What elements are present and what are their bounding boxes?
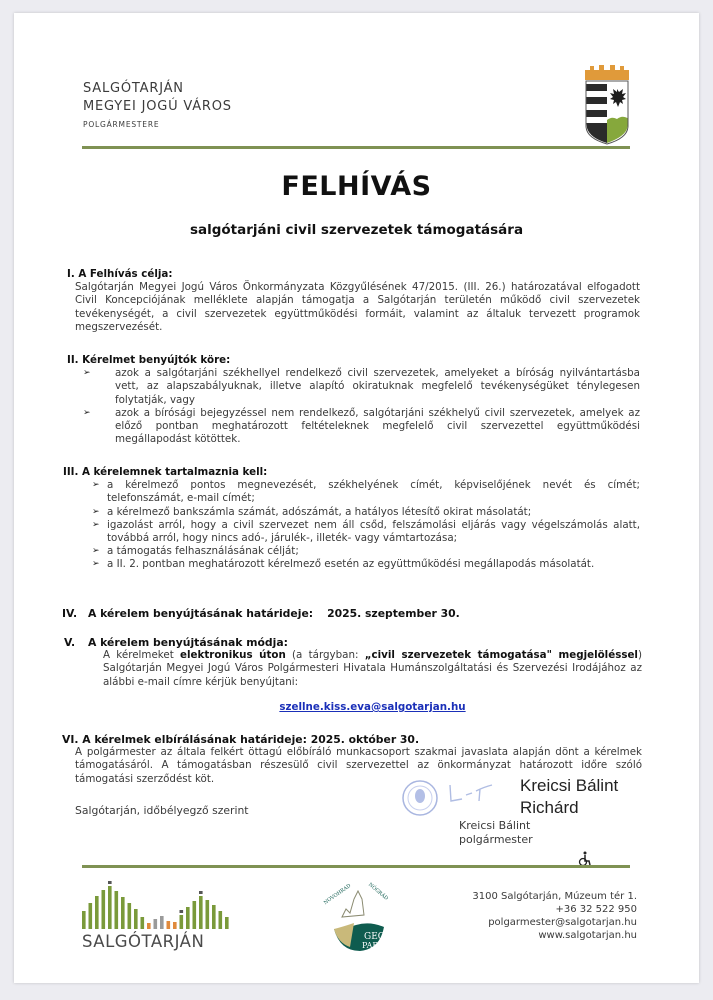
- org-subtitle: POLGÁRMESTERE: [83, 120, 160, 129]
- section-numeral: V.: [64, 636, 76, 649]
- geopark-logo: [320, 881, 392, 953]
- signatory-name: Kreicsi Bálint: [459, 819, 531, 832]
- logo-bar: [82, 911, 86, 929]
- arrow-bullet-icon: ➢: [92, 506, 100, 517]
- salgotarjan-logo: [80, 881, 240, 951]
- logo-bar: [147, 923, 151, 929]
- deadline-date: 2025. szeptember 30.: [327, 607, 460, 620]
- logo-bar: [206, 900, 210, 929]
- logo-bar: [89, 903, 93, 929]
- document-title: FELHÍVÁS: [281, 171, 432, 202]
- section-heading: II. Kérelmet benyújtók köre:: [67, 354, 231, 366]
- logo-bar: [212, 905, 216, 929]
- section-heading: A kérelem benyújtásának módja:: [88, 636, 288, 649]
- logo-bar: [180, 915, 184, 929]
- logo-bar: [193, 901, 197, 929]
- list-item: ➢ a támogatás felhasználásának célját;: [92, 545, 299, 558]
- logo-bar-dot: [180, 910, 184, 913]
- section-heading: A kérelem benyújtásának határideje:: [88, 607, 314, 620]
- section-heading: VI. A kérelmek elbírálásának határideje: 2025. október 30.: [62, 733, 420, 746]
- section-heading: I. A Felhívás célja:: [67, 268, 173, 280]
- geopark-text-novohrad: NOVOHRAD: [322, 882, 353, 907]
- arrow-bullet-icon: ➢: [92, 546, 100, 557]
- logo-bar: [108, 886, 112, 929]
- contact-phone: +36 32 522 950: [555, 904, 637, 915]
- place-and-date: Salgótarján, időbélyegző szerint: [75, 804, 249, 817]
- list-item: ➢ igazolást arról, hogy a civil szervezet nem áll csőd, felszámolási eljárás vagy végelszámolás alatt, továbbá arról, hogy nincs adó-, járulék-, illeték- vagy vámtartozása;: [92, 518, 640, 545]
- contact-address: 3100 Salgótarján, Múzeum tér 1.: [472, 891, 637, 902]
- geopark-text-nograd: NÓGRÁD: [366, 881, 390, 902]
- logo-bar: [154, 919, 158, 929]
- signatory: [459, 819, 533, 847]
- signatory-role: polgármester: [459, 833, 533, 846]
- contact-email[interactable]: polgarmester@salgotarjan.hu: [488, 917, 637, 928]
- arrow-bullet-icon: ➢: [92, 480, 100, 491]
- list-item: ➢ azok a salgótarjáni székhellyel rendelkező civil szervezetek, amelyeket a bíróság nyilvántartásba vett, az alapszabályuknak, illetve alapító okiratuknak megfelelő tevékenységüket ténylegesen folytatják, vagy: [83, 367, 640, 406]
- arrow-bullet-icon: ➢: [92, 559, 100, 570]
- footer-divider: [82, 865, 630, 868]
- logo-bar: [102, 890, 106, 929]
- section-purpose: [67, 268, 640, 334]
- arrow-bullet-icon: ➢: [92, 519, 100, 530]
- document-page: [14, 13, 699, 983]
- contact-website[interactable]: www.salgotarjan.hu: [538, 930, 637, 941]
- org-name-line1: SALGÓTARJÁN: [83, 81, 184, 96]
- logo-bar: [199, 896, 203, 929]
- org-name-line2: MEGYEI JOGÚ VÁROS: [83, 99, 232, 114]
- logo-bar: [115, 891, 119, 929]
- coat-of-arms-icon: [582, 64, 632, 146]
- section-heading: III. A kérelemnek tartalmaznia kell:: [63, 466, 268, 478]
- list-item: ➢ azok a bírósági bejegyzéssel nem rendelkező, salgótarjáni székhelyű civil szervezetek, amelyek az előző pontban meghatározott feltételeknek megfelelő civil szervezettel együttműködési megállapodást kötöttek.: [83, 406, 640, 446]
- official-stamp-icon: [400, 777, 440, 819]
- section-eligible-applicants: [67, 354, 640, 446]
- handwritten-signature-icon: [446, 781, 496, 805]
- list-item: ➢ a kérelmező pontos megnevezését, székhelyének címét, képviselőjének nevét és címét; telefonszámát, e-mail címét;: [92, 479, 640, 505]
- logo-bar: [225, 917, 229, 929]
- section-numeral: IV.: [62, 607, 78, 620]
- document-subtitle: salgótarjáni civil szervezetek támogatására: [189, 222, 524, 238]
- section-body: Salgótarján Megyei Jogú Város Önkormányzata Közgyűlésének 47/2015. (III. 26.) határozatával elfogadott Civil Koncepciójának melléklete alapján támogatja a Salgótarján területén működő civil szervezetek tevékenységét, a civil szervezetek együttműködési formáit, valamint az általuk tervezett programok megszervezését.: [75, 281, 640, 333]
- contact-block: [472, 890, 637, 942]
- list-item: ➢ a kérelmező bankszámla számát, adószámát, a hatályos létesítő okirat másolatát;: [92, 505, 532, 518]
- geopark-text-park: PARK: [362, 941, 385, 950]
- logo-bar: [128, 903, 132, 929]
- arrow-bullet-icon: ➢: [83, 368, 91, 379]
- logo-bar: [95, 896, 99, 929]
- logo-bar: [121, 897, 125, 929]
- geopark-text-geo: GEO: [364, 932, 386, 942]
- logo-bar: [167, 921, 171, 929]
- logo-bar: [219, 911, 223, 929]
- section-submission-method: [64, 636, 642, 714]
- logo-bar: [141, 917, 145, 929]
- logo-bar-dot: [108, 881, 112, 884]
- logo-bar: [186, 907, 190, 929]
- section-required-contents: [63, 466, 640, 572]
- logo-text: SALGÓTARJÁN: [82, 932, 205, 951]
- submission-email-link[interactable]: szellne.kiss.eva@salgotarjan.hu: [279, 700, 466, 713]
- logo-bar: [134, 909, 138, 929]
- logo-bar: [160, 916, 164, 929]
- digital-signature-name: Kreicsi Bálint Richárd: [520, 776, 619, 817]
- arrow-bullet-icon: ➢: [83, 407, 91, 418]
- logo-bar: [173, 922, 177, 929]
- org-header: [83, 80, 232, 131]
- section-body: A polgármester az általa felkért öttagú előbíráló munkacsoport szakmai javaslata alapján dönt a kérelmek támogatásáról. A támogatásban részesülő civil szervezettel az önkormányzat határozott időre szóló támogatási szerződést köt.: [75, 746, 642, 785]
- list-item: ➢ a II. 2. pontban meghatározott kérelmező esetén az együttműködési megállapodás másolatát.: [92, 558, 595, 571]
- section-submission-deadline: [62, 607, 642, 620]
- header-divider: [82, 146, 630, 149]
- logo-bar-dot: [199, 891, 203, 894]
- section-body: A kérelmeket elektronikus úton (a tárgyban: „civil szervezetek támogatása" megjelöléssel) Salgótarján Megyei Jogú Város Polgármesteri Hivatala Humánszolgáltatási és Szervezési Irodájához az alábbi e-mail címre kérjük benyújtani:: [103, 649, 642, 688]
